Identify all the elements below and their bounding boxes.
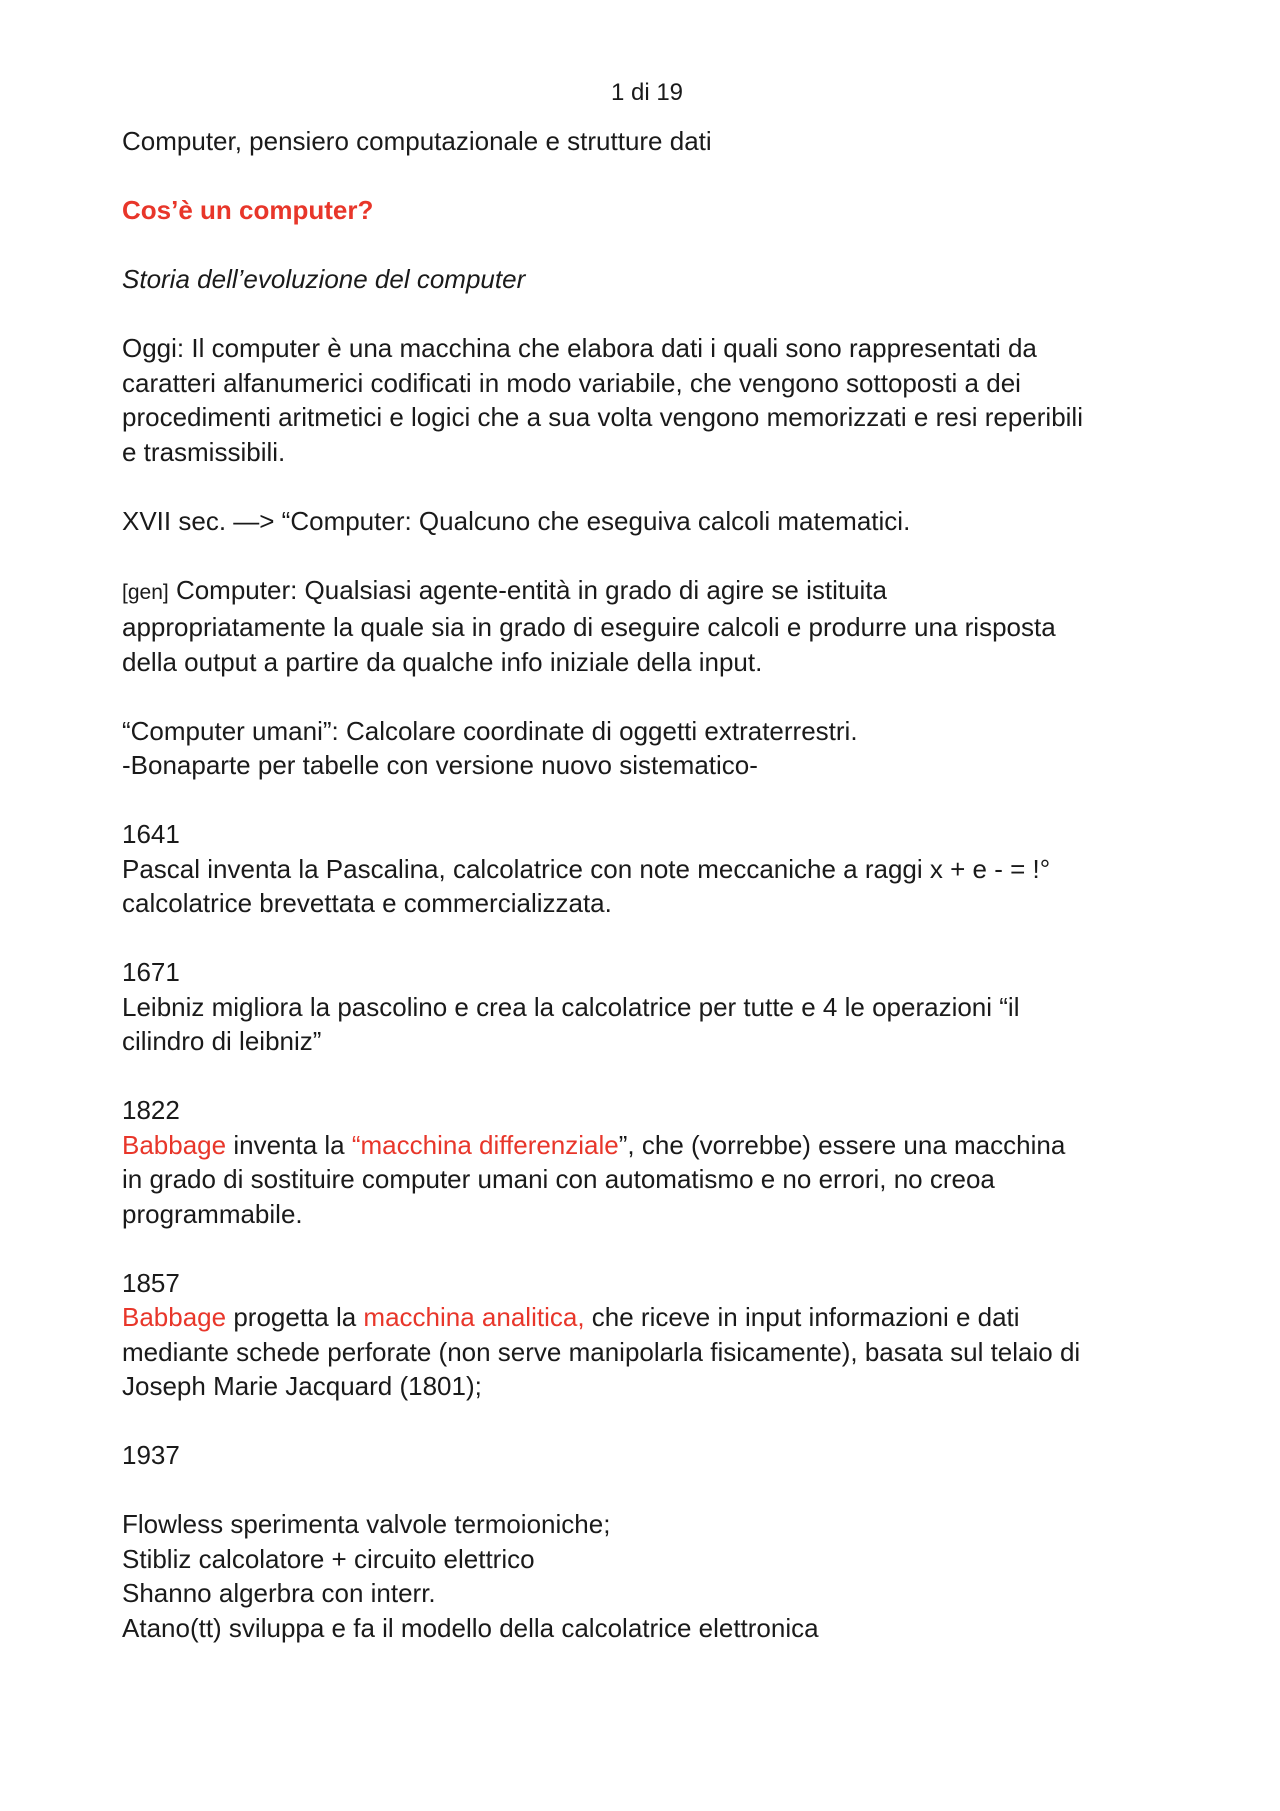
highlight-name: Babbage xyxy=(122,1129,227,1160)
highlight-name: Babbage xyxy=(122,1302,227,1332)
entry-1937 xyxy=(122,1438,1172,1645)
text-line: calcolatrice brevettata e commercializzata. xyxy=(122,888,612,918)
subheading: Storia dell’evoluzione del computer xyxy=(122,264,526,294)
text-line: Shanno algerbra con interr. xyxy=(122,1578,436,1608)
text-line: mediante schede perforate (non serve manipolarla fisicamente), basata sul telaio di xyxy=(122,1336,1081,1367)
document-body xyxy=(122,124,1172,1645)
text-line: Oggi: Il computer è una macchina che elabora dati i quali sono rappresentati da xyxy=(122,333,1037,363)
text-line: “Computer umani”: Calcolare coordinate di oggetti extraterrestri. xyxy=(122,715,858,746)
gen-text: Computer: Qualsiasi agente-entità in grado di agire se istituita xyxy=(168,574,887,605)
paragraph-computer-umani xyxy=(122,714,1172,783)
text-line: appropriatamente la quale sia in grado di eseguire calcoli e produrre una risposta xyxy=(122,612,1056,642)
page-number: 1 di 19 xyxy=(610,79,684,106)
text-line: Joseph Marie Jacquard (1801); xyxy=(122,1371,482,1401)
year-label: 1857 xyxy=(122,1267,180,1298)
text-fragment: ”, che (vorrebbe) essere una macchina xyxy=(618,1129,1066,1160)
text-fragment: progetta la xyxy=(226,1302,364,1332)
year-label: 1822 xyxy=(122,1095,180,1125)
highlight-machine: “macchina differenziale xyxy=(351,1129,619,1160)
text-fragment: inventa la xyxy=(226,1129,352,1160)
document-title: Computer, pensiero computazionale e strutture dati xyxy=(122,126,712,156)
text-line xyxy=(122,1128,1172,1163)
text-line: Stibliz calcolatore + circuito elettrico xyxy=(122,1543,535,1574)
text-line: Flowless sperimenta valvole termoioniche; xyxy=(122,1509,611,1539)
gen-tag: [gen] xyxy=(122,580,169,604)
entry-1641 xyxy=(122,817,1172,921)
year-label: 1641 xyxy=(122,819,180,849)
text-line: Pascal inventa la Pascalina, calcolatrice con note meccaniche a raggi x + e - = !° xyxy=(122,853,1051,884)
entry-1822 xyxy=(122,1093,1172,1231)
text-line: caratteri alfanumerici codificati in modo variabile, che vengono sottoposti a dei xyxy=(122,367,1021,398)
text-fragment: che riceve in input informazioni e dati xyxy=(584,1302,1020,1332)
text-line: e trasmissibili. xyxy=(122,436,286,467)
entry-1857 xyxy=(122,1266,1172,1404)
year-label: 1671 xyxy=(122,957,180,987)
section-heading: Cos’è un computer? xyxy=(122,195,374,225)
paragraph-gen xyxy=(122,573,1172,680)
entry-1671 xyxy=(122,955,1172,1059)
text-line xyxy=(122,1300,1172,1335)
paragraph-oggi xyxy=(122,331,1172,469)
text-line: programmabile. xyxy=(122,1198,303,1229)
paragraph-xvii: XVII sec. —> “Computer: Qualcuno che eseguiva calcoli matematici. xyxy=(122,505,911,536)
text-line: -Bonaparte per tabelle con versione nuovo sistematico- xyxy=(122,750,758,780)
text-line: Leibniz migliora la pascolino e crea la calcolatrice per tutte e 4 le operazioni “il xyxy=(122,991,1020,1022)
highlight-machine: macchina analitica, xyxy=(363,1302,585,1332)
text-line xyxy=(122,573,1172,611)
text-line: in grado di sostituire computer umani con automatismo e no errori, no creoa xyxy=(122,1164,995,1194)
text-line: procedimenti aritmetici e logici che a sua volta vengono memorizzati e resi reperibili xyxy=(122,402,1083,432)
text-line: Atano(tt) sviluppa e fa il modello della calcolatrice elettronica xyxy=(122,1612,819,1643)
year-label: 1937 xyxy=(122,1440,180,1470)
text-line: cilindro di leibniz” xyxy=(122,1026,322,1056)
text-line: della output a partire da qualche info iniziale della input. xyxy=(122,646,763,677)
